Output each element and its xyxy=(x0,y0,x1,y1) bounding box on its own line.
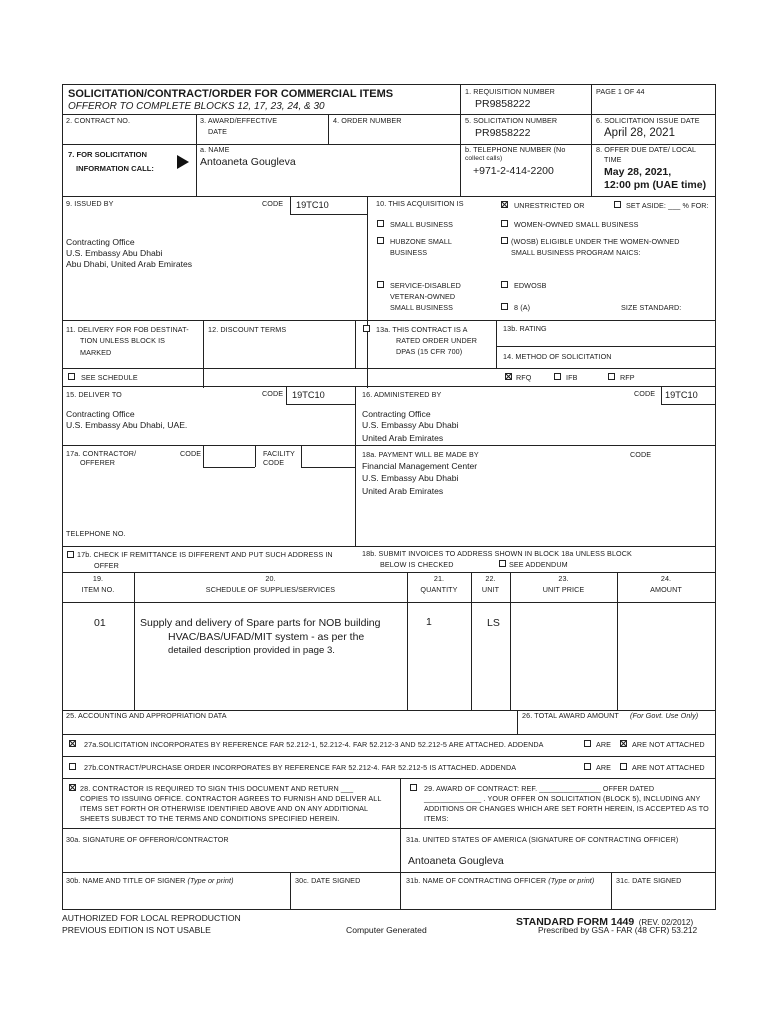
rule xyxy=(286,404,355,405)
col-quantity-header: QUANTITY xyxy=(420,585,458,594)
rule xyxy=(203,467,255,468)
sdvosb-label: SERVICE-DISABLED xyxy=(390,281,461,290)
item-number: 01 xyxy=(94,617,106,629)
rule xyxy=(290,214,367,215)
far-27a-are-label: ARE xyxy=(596,740,612,749)
payment-address-2: U.S. Embassy Abu Dhabi xyxy=(362,473,459,483)
rule xyxy=(355,386,356,546)
award-date-label: 3. AWARD/EFFECTIVE xyxy=(200,116,278,125)
rule xyxy=(62,386,716,387)
offer-due-label: 8. OFFER DUE DATE/ LOCAL xyxy=(596,145,697,154)
item-28-line-4: SHEETS SUBJECT TO THE TERMS AND CONDITIONS SPECIFIED HEREIN. xyxy=(80,814,340,823)
far-27a-checkbox[interactable] xyxy=(69,740,76,747)
item-28-checkbox[interactable] xyxy=(69,784,76,791)
issued-address-1: Contracting Office xyxy=(66,237,135,247)
delivery-fob-label-3: MARKED xyxy=(80,348,112,357)
footer-form-id: STANDARD FORM 1449 (REV. 02/2012) xyxy=(516,916,694,928)
page-label: PAGE 1 OF 44 xyxy=(596,87,645,96)
far-27a-not-attached-checkbox[interactable] xyxy=(620,740,627,747)
acquisition-label: 10. THIS ACQUISITION IS xyxy=(376,199,464,208)
rule xyxy=(62,828,716,829)
rule xyxy=(328,114,329,144)
rule xyxy=(661,386,662,404)
signature-co-value: Antoaneta Gougleva xyxy=(408,855,504,867)
form-subtitle: OFFEROR TO COMPLETE BLOCKS 12, 17, 23, 24, & 30 xyxy=(68,101,325,112)
rule xyxy=(62,909,716,910)
rule xyxy=(286,386,287,404)
rule xyxy=(496,320,497,368)
rule xyxy=(62,84,716,85)
administered-address-2: U.S. Embassy Abu Dhabi xyxy=(362,420,459,430)
administered-address-1: Contracting Office xyxy=(362,409,431,419)
item-quantity: 1 xyxy=(426,616,432,628)
arrow-right-icon xyxy=(177,155,189,169)
invoice-label-2: BELOW IS CHECKED xyxy=(380,560,454,569)
issued-code-value: 19TC10 xyxy=(296,200,329,210)
name-value: Antoaneta Gougleva xyxy=(200,156,296,168)
invoice-label: 18b. SUBMIT INVOICES TO ADDRESS SHOWN IN BLOCK 18a UNLESS BLOCK xyxy=(362,549,632,558)
small-business-label: SMALL BUSINESS xyxy=(390,220,454,229)
edwosb-label: EDWOSB xyxy=(514,281,547,290)
col-schedule-header: SCHEDULE OF SUPPLIES/SERVICES xyxy=(205,585,336,594)
contractor-label-2: OFFERER xyxy=(80,458,116,467)
administered-code-value: 19TC10 xyxy=(665,390,698,400)
unrestricted-checkbox[interactable] xyxy=(501,201,508,208)
item-28-line-2: COPIES TO ISSUING OFFICE. CONTRACTOR AGREES TO FURNISH AND DELIVER ALL xyxy=(80,794,382,803)
item-description-3: detailed description provided in page 3. xyxy=(168,645,335,656)
accounting-label: 25. ACCOUNTING AND APPROPRIATION DATA xyxy=(66,711,227,720)
far-27b-checkbox[interactable] xyxy=(69,763,76,770)
far-27b-are-checkbox[interactable] xyxy=(584,763,591,770)
telephone-no-label: TELEPHONE NO. xyxy=(66,529,126,538)
col-unit-num: 22. xyxy=(485,574,496,583)
footer-computer-generated: Computer Generated xyxy=(346,925,427,935)
col-unit-price-header: UNIT PRICE xyxy=(542,585,585,594)
award-date-label-2: DATE xyxy=(208,127,228,136)
wosb-label: WOMEN-OWNED SMALL BUSINESS xyxy=(514,220,639,229)
remittance-label-2: OFFER xyxy=(94,561,119,570)
8a-checkbox[interactable] xyxy=(501,303,508,310)
remittance-checkbox[interactable] xyxy=(67,551,74,558)
rated-order-label-3: DPAS (15 CFR 700) xyxy=(396,347,463,356)
wosb-eligible-label-2: SMALL BUSINESS PROGRAM NAICS: xyxy=(511,248,641,257)
contract-no-label: 2. CONTRACT NO. xyxy=(66,116,131,125)
item-29-line-3: ADDITIONS OR CHANGES WHICH ARE SET FORTH HEREIN, IS ACCEPTED AS TO xyxy=(424,804,709,813)
col-item-header: ITEM NO. xyxy=(81,585,115,594)
offer-due-time: 12:00 pm (UAE time) xyxy=(604,179,707,191)
for-solicitation-label: 7. FOR SOLICITATION xyxy=(68,150,148,159)
contractor-label: 17a. CONTRACTOR/ xyxy=(66,449,137,458)
sdvosb-label-3: SMALL BUSINESS xyxy=(390,303,454,312)
col-item-num: 19. xyxy=(92,574,104,583)
issued-code-label: CODE xyxy=(262,199,284,208)
requisition-label: 1. REQUISITION NUMBER xyxy=(465,87,555,96)
requisition-value: PR9858222 xyxy=(475,98,531,110)
wosb-eligible-label: (WOSB) ELIGIBLE UNDER THE WOMEN-OWNED xyxy=(511,237,680,246)
rule xyxy=(517,710,518,734)
see-addendum-label: SEE ADDENDUM xyxy=(509,560,568,569)
rule xyxy=(203,445,204,467)
rfp-label: RFP xyxy=(620,373,635,382)
deliver-to-label: 15. DELIVER TO xyxy=(66,390,122,399)
solicitation-date-value: April 28, 2021 xyxy=(604,127,675,139)
telephone-value: +971-2-414-2200 xyxy=(473,165,554,177)
rule xyxy=(460,84,461,196)
rule xyxy=(62,196,716,197)
deliver-code-value: 19TC10 xyxy=(292,390,325,400)
footer-prescribed: Prescribed by GSA - FAR (48 CFR) 53.212 xyxy=(538,925,698,935)
rule xyxy=(661,404,716,405)
deliver-address-2: U.S. Embassy Abu Dhabi, UAE. xyxy=(66,420,188,430)
rule xyxy=(62,756,716,757)
administered-code-label: CODE xyxy=(634,389,656,398)
far-27b-not-attached-label: ARE NOT ATTACHED xyxy=(632,763,705,772)
col-unit-price-num: 23. xyxy=(558,574,569,583)
rule xyxy=(62,546,716,547)
delivery-fob-label-2: TION UNLESS BLOCK IS xyxy=(80,336,166,345)
rule xyxy=(62,445,716,446)
ifb-checkbox[interactable] xyxy=(554,373,561,380)
rule xyxy=(367,196,368,388)
8a-label: 8 (A) xyxy=(514,303,531,312)
item-28-line-3: ITEMS SET FORTH OR OTHERWISE IDENTIFIED ABOVE AND ON ANY ADDITIONAL xyxy=(80,804,369,813)
set-aside-checkbox[interactable] xyxy=(614,201,621,208)
information-call-label: INFORMATION CALL: xyxy=(76,164,154,173)
telephone-label-2: collect calls) xyxy=(465,155,503,162)
item-description-2: HVAC/BAS/UFAD/MIT system - as per the xyxy=(168,631,365,643)
facility-code-label: FACILITY xyxy=(263,449,295,458)
item-29-line-2: ______________ . YOUR OFFER ON SOLICITATION (BLOCK 5), INCLUDING ANY xyxy=(424,794,701,803)
rule xyxy=(355,320,716,321)
rule xyxy=(62,320,367,321)
rule xyxy=(62,872,716,873)
item-description-1: Supply and delivery of Spare parts for NOB building xyxy=(140,617,381,629)
date-signed-31c-label: 31c. DATE SIGNED xyxy=(616,876,682,885)
name-label: a. NAME xyxy=(200,145,230,154)
rule xyxy=(301,445,302,467)
contractor-code-label: CODE xyxy=(180,449,202,458)
solicitation-date-label: 6. SOLICITATION ISSUE DATE xyxy=(596,116,700,125)
item-29-line-4: ITEMS: xyxy=(424,814,449,823)
item-29-checkbox[interactable] xyxy=(410,784,417,791)
footer-authorized: AUTHORIZED FOR LOCAL REPRODUCTION xyxy=(62,913,241,923)
see-addendum-checkbox[interactable] xyxy=(499,560,506,567)
total-award-note: (For Govt. Use Only) xyxy=(630,711,699,720)
order-number-label: 4. ORDER NUMBER xyxy=(333,116,402,125)
see-schedule-checkbox[interactable] xyxy=(68,373,75,380)
far-27b-are-label: ARE xyxy=(596,763,612,772)
rule xyxy=(591,84,592,196)
rule xyxy=(301,467,355,468)
payment-address-1: Financial Management Center xyxy=(362,461,478,471)
col-unit-header: UNIT xyxy=(481,585,500,594)
signer-name-label: 30b. NAME AND TITLE OF SIGNER (Type or print) xyxy=(66,876,234,885)
see-schedule-label: SEE SCHEDULE xyxy=(81,373,138,382)
solicitation-number-label: 5. SOLICITATION NUMBER xyxy=(465,116,558,125)
rule xyxy=(290,872,291,909)
item-28-line-1: 28. CONTRACTOR IS REQUIRED TO SIGN THIS DOCUMENT AND RETURN ___ xyxy=(80,784,354,793)
signature-offeror-label: 30a. SIGNATURE OF OFFEROR/CONTRACTOR xyxy=(66,835,229,844)
rule xyxy=(400,872,401,909)
wosb-eligible-checkbox[interactable] xyxy=(501,237,508,244)
rule xyxy=(400,778,401,872)
hubzone-label: HUBZONE SMALL xyxy=(390,237,453,246)
rule xyxy=(62,734,716,735)
rule xyxy=(355,320,356,368)
telephone-label: b. TELEPHONE NUMBER (No xyxy=(465,145,566,154)
footer-previous-edition: PREVIOUS EDITION IS NOT USABLE xyxy=(62,925,211,935)
offer-due-label-2: TIME xyxy=(604,155,622,164)
rule xyxy=(255,445,256,467)
payment-by-label: 18a. PAYMENT WILL BE MADE BY xyxy=(362,450,479,459)
administered-by-label: 16. ADMINISTERED BY xyxy=(362,390,442,399)
ifb-label: IFB xyxy=(566,373,578,382)
rule xyxy=(196,114,197,196)
far-27a-label: 27a.SOLICITATION INCORPORATES BY REFERENCE FAR 52.212-1, 52.212-4. FAR 52.212-3 AND 52.212-5 ARE ATTACHED. ADDENDA xyxy=(84,740,544,749)
method-label: 14. METHOD OF SOLICITATION xyxy=(503,352,612,361)
remittance-label: 17b. CHECK IF REMITTANCE IS DIFFERENT AND PUT SUCH ADDRESS IN xyxy=(77,550,333,559)
wosb-checkbox[interactable] xyxy=(501,220,508,227)
item-29-line-1: 29. AWARD OF CONTRACT: REF. _______________ OFFER DATED xyxy=(424,784,655,793)
rule xyxy=(62,114,716,115)
signature-co-label: 31a. UNITED STATES OF AMERICA (SIGNATURE OF CONTRACTING OFFICER) xyxy=(406,835,679,844)
administered-address-3: United Arab Emirates xyxy=(362,433,444,443)
rfq-checkbox[interactable] xyxy=(505,373,512,380)
offer-due-value: May 28, 2021, xyxy=(604,166,672,178)
sdvosb-label-2: VETERAN-OWNED xyxy=(390,292,456,301)
far-27b-label: 27b.CONTRACT/PURCHASE ORDER INCORPORATES BY REFERENCE FAR 52.212-4. FAR 52.212-5 IS ATTACHED. ADDENDA xyxy=(84,763,517,772)
rule xyxy=(715,84,716,910)
rule xyxy=(203,320,204,388)
col-amount-header: AMOUNT xyxy=(650,585,682,594)
delivery-fob-label: 11. DELIVERY FOR FOB DESTINAT- xyxy=(66,325,189,334)
date-signed-30c-label: 30c. DATE SIGNED xyxy=(295,876,361,885)
rule xyxy=(496,346,716,347)
rating-label: 13b. RATING xyxy=(503,324,547,333)
rated-order-checkbox[interactable] xyxy=(363,325,370,332)
small-business-checkbox[interactable] xyxy=(377,220,384,227)
hubzone-checkbox[interactable] xyxy=(377,237,384,244)
unrestricted-label: UNRESTRICTED OR xyxy=(514,201,585,210)
rule xyxy=(611,872,612,909)
payment-code-label: CODE xyxy=(630,450,652,459)
rated-order-label-2: RATED ORDER UNDER xyxy=(396,336,478,345)
rule xyxy=(290,196,291,214)
hubzone-label-2: BUSINESS xyxy=(390,248,428,257)
size-standard-label: SIZE STANDARD: xyxy=(621,303,682,312)
issued-by-label: 9. ISSUED BY xyxy=(66,199,114,208)
deliver-code-label: CODE xyxy=(262,389,284,398)
payment-address-3: United Arab Emirates xyxy=(362,486,444,496)
discount-terms-label: 12. DISCOUNT TERMS xyxy=(208,325,287,334)
far-27b-not-attached-checkbox[interactable] xyxy=(620,763,627,770)
rule xyxy=(62,84,63,910)
col-quantity-num: 21. xyxy=(433,574,445,583)
edwosb-checkbox[interactable] xyxy=(501,281,508,288)
col-amount-num: 24. xyxy=(660,574,672,583)
rule xyxy=(62,602,716,603)
total-award-label: 26. TOTAL AWARD AMOUNT xyxy=(522,711,619,720)
rule xyxy=(62,368,716,369)
sdvosb-checkbox[interactable] xyxy=(377,281,384,288)
set-aside-label: SET ASIDE: ___ % FOR: xyxy=(626,201,709,210)
deliver-address-1: Contracting Office xyxy=(66,409,135,419)
col-schedule-num: 20. xyxy=(265,574,276,583)
form-title: SOLICITATION/CONTRACT/ORDER FOR COMMERCIAL ITEMS xyxy=(68,88,394,100)
far-27a-are-checkbox[interactable] xyxy=(584,740,591,747)
rfq-label: RFQ xyxy=(516,373,532,382)
item-unit: LS xyxy=(487,617,500,629)
rated-order-label: 13a. THIS CONTRACT IS A xyxy=(376,325,468,334)
solicitation-number-value: PR9858222 xyxy=(475,127,531,139)
issued-address-2: U.S. Embassy Abu Dhabi xyxy=(66,248,163,258)
rfp-checkbox[interactable] xyxy=(608,373,615,380)
facility-code-label-2: CODE xyxy=(263,458,285,467)
co-name-label: 31b. NAME OF CONTRACTING OFFICER (Type or print) xyxy=(406,876,595,885)
rule xyxy=(62,778,716,779)
issued-address-3: Abu Dhabi, United Arab Emirates xyxy=(66,259,193,269)
far-27a-not-attached-label: ARE NOT ATTACHED xyxy=(632,740,705,749)
